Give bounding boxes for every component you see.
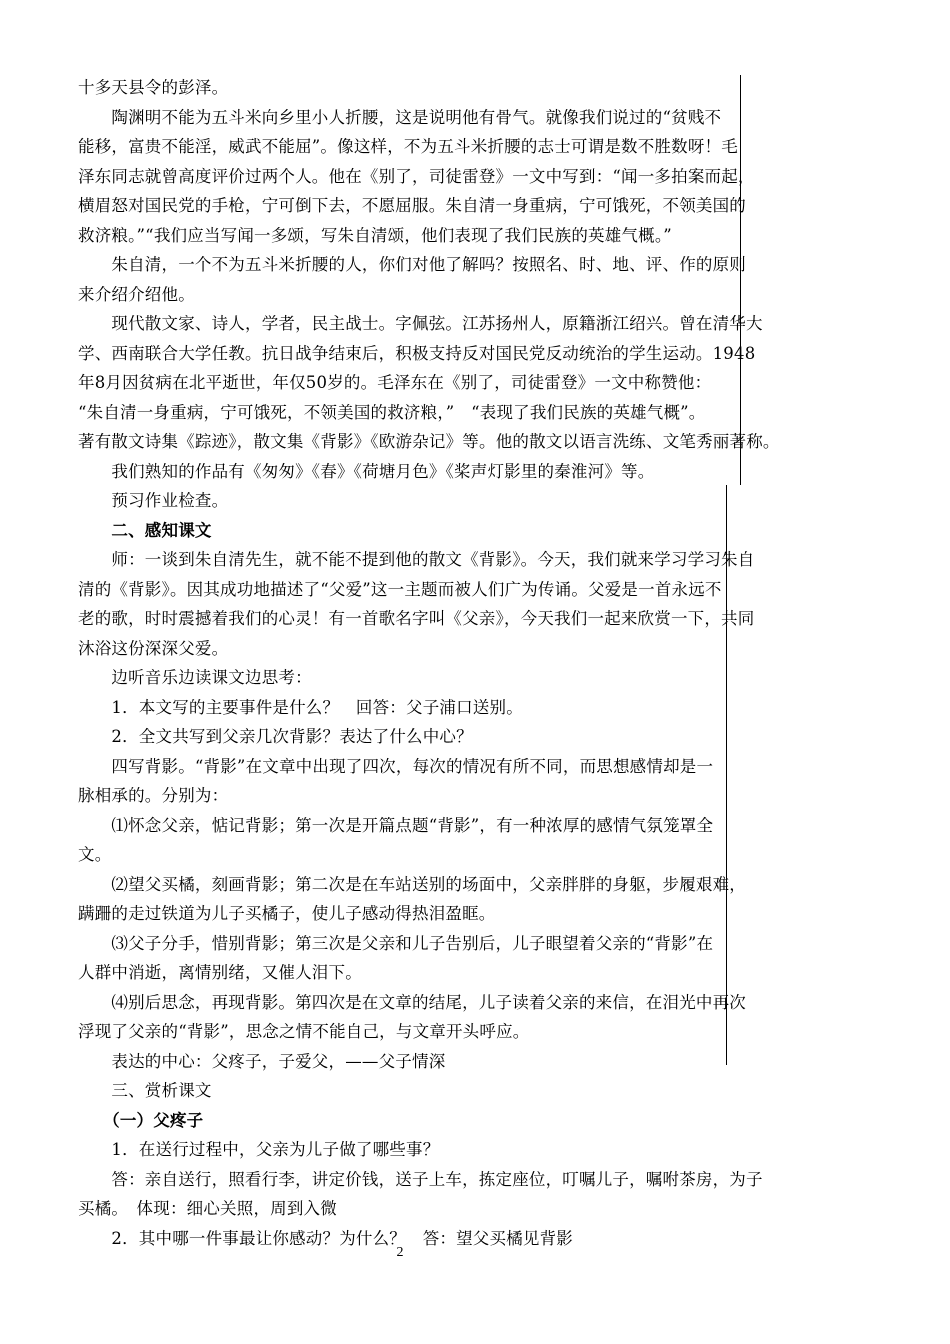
text-line: 著有散文诗集《踪迹》，散文集《背影》《欧游杂记》等。他的散文以语言洗练、文笔秀丽著称。 <box>78 432 780 451</box>
margin-rule-upper <box>740 75 741 485</box>
text-line: 脉相承的。分别为： <box>78 786 229 805</box>
text-line: 答：亲自送行，照看行李，讲定价钱，送子上车，拣定座位，叮嘱儿子，嘱咐茶房，为子 <box>78 1169 763 1189</box>
text-line: 2．全文共写到父亲几次背影？表达了什么中心？ <box>78 727 473 746</box>
text-line: “朱自清一身重病，宁可饿死，不领美国的救济粮，” “表现了我们民族的英雄气概”。 <box>78 402 706 422</box>
text-line: 2．其中哪一件事最让你感动？为什么？ 答：望父买橘见背影 <box>78 1228 573 1248</box>
text-line: 现代散文家、诗人，学者，民主战士。字佩弦。江苏扬州人，原籍浙江绍兴。曾在清华大 <box>78 314 763 333</box>
text-line: ⑷别后思念，再现背影。第四次是在文章的结尾，儿子读着父亲的来信，在泪光中再次 <box>78 992 746 1012</box>
text-line: 表达的中心：父疼子，子爱父，——父子情深 <box>78 1051 446 1071</box>
text-line: 我们熟知的作品有《匆匆》《春》《荷塘月色》《桨声灯影里的秦淮河》等。 <box>78 461 655 481</box>
text-line: 1．在送行过程中，父亲为儿子做了哪些事？ <box>78 1140 440 1159</box>
page-number: 2 <box>396 1245 404 1260</box>
text-line: 沐浴这份深深父爱。 <box>78 638 229 658</box>
text-line: 文。 <box>78 845 112 864</box>
text-line: 蹒跚的走过铁道为儿子买橘子，使儿子感动得热泪盈眶。 <box>78 904 496 923</box>
text-line: 边听音乐边读课文边思考： <box>78 668 312 687</box>
text-line: ⑶父子分手，惜别背影；第三次是父亲和儿子告别后，儿子眼望着父亲的“背影”在 <box>78 933 714 953</box>
text-line: 预习作业检查。 <box>78 491 229 510</box>
text-line: 陶渊明不能为五斗米向乡里小人折腰，这是说明他有骨气。就像我们说过的“贫贱不 <box>78 107 722 127</box>
text-line: 清的《背影》。因其成功地描述了“父爱”这一主题而被人们广为传诵。父爱是一首永远不 <box>78 579 722 599</box>
margin-rule-lower <box>726 485 727 1065</box>
text-line: 浮现了父亲的“背影”，思念之情不能自己，与文章开头呼应。 <box>78 1022 530 1041</box>
text-line: 泽东同志就曾高度评价过两个人。他在《别了，司徒雷登》一文中写到：“闻一多拍案而起， <box>78 166 755 186</box>
section-heading: 二、感知课文 <box>78 520 212 540</box>
text-line: 能移，富贵不能淫，威武不能屈”。像这样，不为五斗米折腰的志士可谓是数不胜数呀！毛 <box>78 137 738 156</box>
text-line: 横眉怒对国民党的手枪，宁可倒下去，不愿屈服。朱自清一身重病，宁可饿死，不领美国的 <box>78 196 746 215</box>
text-line: 人群中消逝，离情别绪，又催人泪下。 <box>78 963 362 982</box>
section-heading: （一）父疼子 <box>78 1110 204 1130</box>
text-line: 买橘。 体现：细心关照，周到入微 <box>78 1199 337 1218</box>
text-line: 朱自清，一个不为五斗米折腰的人，你们对他了解吗？按照名、时、地、评、作的原则 <box>78 255 746 274</box>
text-line: 救济粮。”“我们应当写闻一多颂，写朱自清颂，他们表现了我们民族的英雄气概。” <box>78 225 672 245</box>
text-line: ⑵望父买橘，刻画背影；第二次是在车站送别的场面中，父亲胖胖的身躯，步履艰难， <box>78 874 746 894</box>
text-line: 年8月因贫病在北平逝世，年仅50岁的。毛泽东在《别了，司徒雷登》一文中称赞他： <box>78 373 712 392</box>
text-line: 十多天县令的彭泽。 <box>78 78 229 97</box>
text-line: 老的歌，时时震撼着我们的心灵！有一首歌名字叫《父亲》，今天我们一起来欣赏一下，共同 <box>78 609 755 628</box>
text-line: ⑴怀念父亲，惦记背影；第一次是开篇点题“背影”，有一种浓厚的感情气氛笼罩全 <box>78 815 714 835</box>
text-line: 三、赏析课文 <box>78 1081 212 1100</box>
text-line: 师：一谈到朱自清先生，就不能不提到他的散文《背影》。今天，我们就来学习学习朱自 <box>78 550 755 569</box>
text-line: 1．本文写的主要事件是什么？ 回答：父子浦口送别。 <box>78 697 523 717</box>
text-line: 学、西南联合大学任教。抗日战争结束后，积极支持反对国民党反动统治的学生运动。1948 <box>78 343 756 363</box>
text-line: 四写背影。“背影”在文章中出现了四次，每次的情况有所不同，而思想感情却是一 <box>78 756 714 776</box>
text-line: 来介绍介绍他。 <box>78 284 195 304</box>
